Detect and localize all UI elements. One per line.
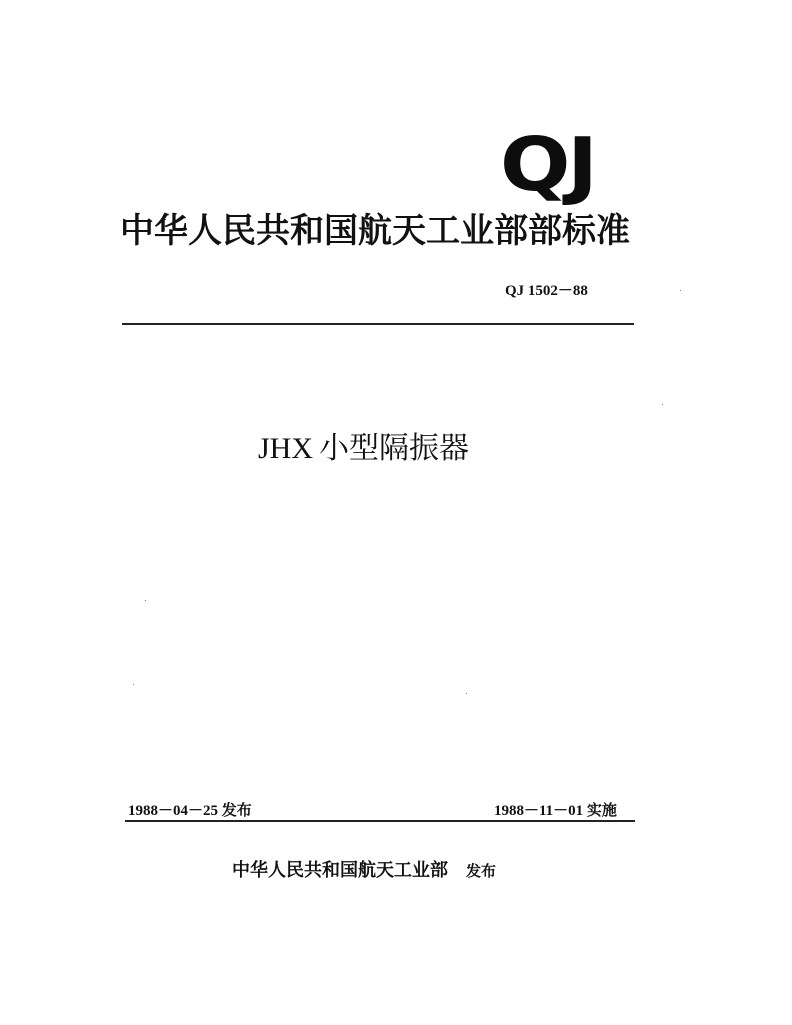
publisher-line (232, 856, 496, 882)
bottom-divider (125, 820, 635, 822)
document-title-latin: JHX (258, 432, 314, 465)
scan-speck (466, 693, 467, 694)
scan-speck (133, 684, 134, 685)
scan-speck (145, 600, 146, 601)
publisher-name: 中华人民共和国航天工业部 (232, 860, 448, 881)
standard-code: QJ 1502－88 (505, 283, 588, 299)
publisher-action: 发布 (466, 862, 497, 880)
scan-speck (680, 290, 681, 291)
standard-title: 中华人民共和国航天工业部部标准 (120, 211, 630, 251)
qj-logo: QJ (500, 122, 595, 208)
issue-date: 1988－04－25 发布 (128, 803, 252, 819)
effective-date: 1988－11－01 实施 (494, 803, 617, 819)
scan-speck (662, 404, 663, 405)
top-divider (122, 323, 634, 325)
document-title (258, 432, 469, 465)
document-title-chinese: 小型隔振器 (319, 431, 470, 466)
